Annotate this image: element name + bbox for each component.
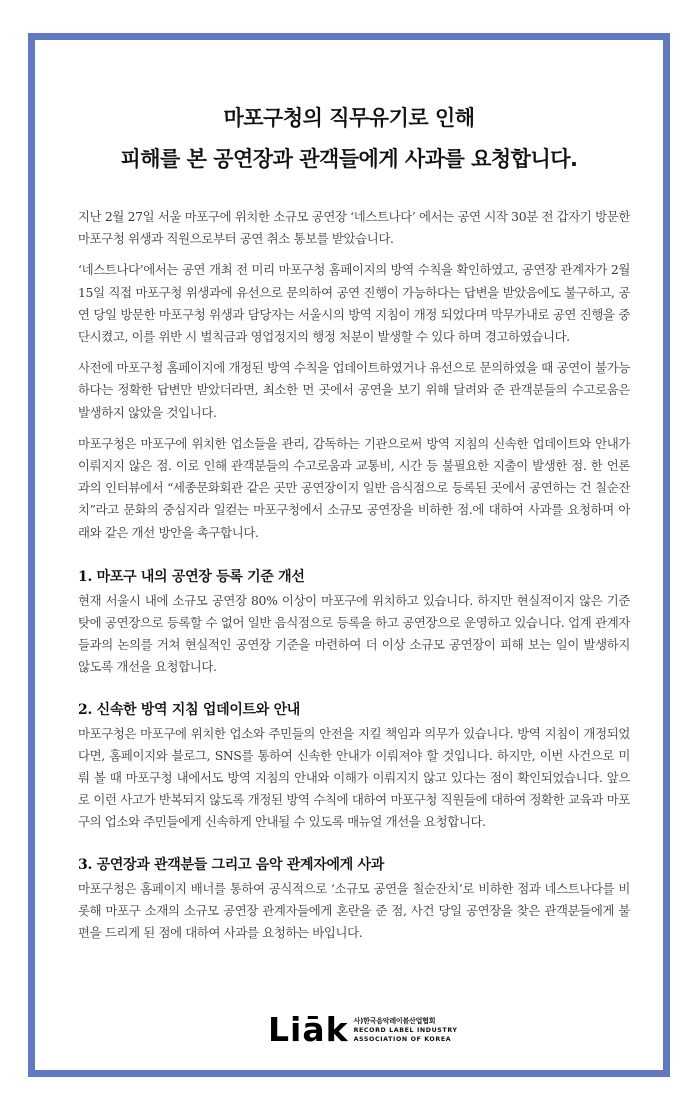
logo-english-line-1: RECORD LABEL INDUSTRY xyxy=(353,1026,458,1034)
section-body: 마포구청은 마포구에 위치한 업소와 주민들의 안전을 지킬 책임과 의무가 있습니다. 방역 지침이 개정되었다면, 홈페이지와 블로그, SNS를 통하여 신속한 안내가 이뤄져야 할 것입니다. 하지만, 이번 사건으로 미뤄 볼 때 마포구청 내에서도 방역 지침의 안내와 이해가 이뤄지지 않고 있다는 점이 확인되었습니다. 앞으로 이런 사고가 반복되지 않도록 개정된 방역 수칙에 대하여 마포구청 직원들에 대하여 정확한 교육과 마포구의 업소와 주민들에게 신속하게 안내될 수 있도록 매뉴얼 개선을 요청합니다. xyxy=(78,725,630,830)
section-body: 현재 서울시 내에 소규모 공연장 80% 이상이 마포구에 위치하고 있습니다. 하지만 현실적이지 않은 기준 탓에 공연장으로 등록할 수 없어 일반 음식점으로 등록을 하고 공연장으로 운영하고 있습니다. 업계 관계자들과의 논의를 거쳐 현실적인 공연장 기준을 마련하여 더 이상 소규모 공연장이 피해 보는 일이 발생하지 않도록 개선을 요청합니다. xyxy=(78,592,630,675)
document-frame xyxy=(28,33,670,1077)
logo-korean-name: 사)한국음악레이블산업협회 xyxy=(353,1016,436,1025)
document-body xyxy=(78,206,630,964)
intro-paragraph-2: ‘네스트나다’에서는 공연 개최 전 미리 마포구청 홈페이지의 방역 수칙을 확인하였고, 공연장 관계자가 2월 15일 직접 마포구청 위생과에 유선으로 문의하여 공연 진행이 가능하다는 답변을 받았음에도 불구하고, 공연 당일 방문한 마포구청 위생과 담당자는 서울시의 방역 지침이 개정 되었다며 막무가내로 공연 진행을 중단시켰고, 이를 위반 시 벌칙금과 영업정지의 행정 처분이 발생할 수 있다 하며 경고하였습니다. xyxy=(78,262,630,345)
intro-paragraph-3: 사전에 마포구청 홈페이지에 개정된 방역 수칙을 업데이트하였거나 유선으로 문의하였을 때 공연이 불가능하다는 정확한 답변만 받았더라면, 최소한 먼 곳에서 공연을 보기 위해 달려와 준 관객분들의 수고로움은 발생하지 않았을 것입니다. xyxy=(78,360,630,420)
section-quarantine-update xyxy=(78,699,630,834)
intro-paragraph-1: 지난 2월 27일 서울 마포구에 위치한 소규모 공연장 ‘네스트나다’ 에서는 공연 시작 30분 전 갑자기 방문한 마포구청 위생과 직원으로부터 공연 취소 통보를 받았습니다. xyxy=(78,209,630,247)
page-title xyxy=(35,98,663,180)
intro-paragraph-4: 마포구청은 마포구에 위치한 업소들을 관리, 감독하는 기관으로써 방역 지침의 신속한 업데이트와 안내가 이뤄지지 않은 점. 이로 인해 관객분들의 수고로움과 교통비, 시간 등 불필요한 지출이 발생한 점. 한 언론과의 인터뷰에서 “세종문화회관 같은 곳만 공연장이지 일반 음식점으로 등록된 곳에서 공연하는 건 칠순잔치”라고 문화의 중심지라 일컫는 마포구청에서 소규모 공연장을 비하한 점.에 대하여 사과를 요청하며 아래와 같은 개선 방안을 촉구합니다. xyxy=(78,435,630,540)
section-heading: 3. 공연장과 관객분들 그리고 음악 관계자에게 사과 xyxy=(78,856,384,873)
logo-mark: Liāk xyxy=(268,1010,349,1049)
section-apology xyxy=(78,854,630,945)
title-line-2: 피해를 본 공연장과 관객들에게 사과를 요청합니다. xyxy=(120,147,578,171)
section-heading: 2. 신속한 방역 지침 업데이트와 안내 xyxy=(78,701,301,718)
section-body: 마포구청은 홈페이지 배너를 통하여 공식적으로 ‘소규모 공연을 칠순잔치’로 비하한 점과 네스트나다를 비롯해 마포구 소재의 소규모 공연장 관계자들에게 혼란을 준 점, 사건 당일 공연장을 찾은 관객분들에게 불편을 드리게 된 점에 대하여 사과를 요청하는 바입니다. xyxy=(78,880,630,941)
logo-text xyxy=(354,1017,458,1044)
liak-logo xyxy=(268,1010,458,1049)
section-registration-standard xyxy=(78,566,630,679)
logo-english-line-2: ASSOCIATION OF KOREA xyxy=(353,1035,452,1043)
title-line-1: 마포구청의 직무유기로 인해 xyxy=(223,106,475,130)
section-heading: 1. 마포구 내의 공연장 등록 기준 개선 xyxy=(78,568,305,585)
